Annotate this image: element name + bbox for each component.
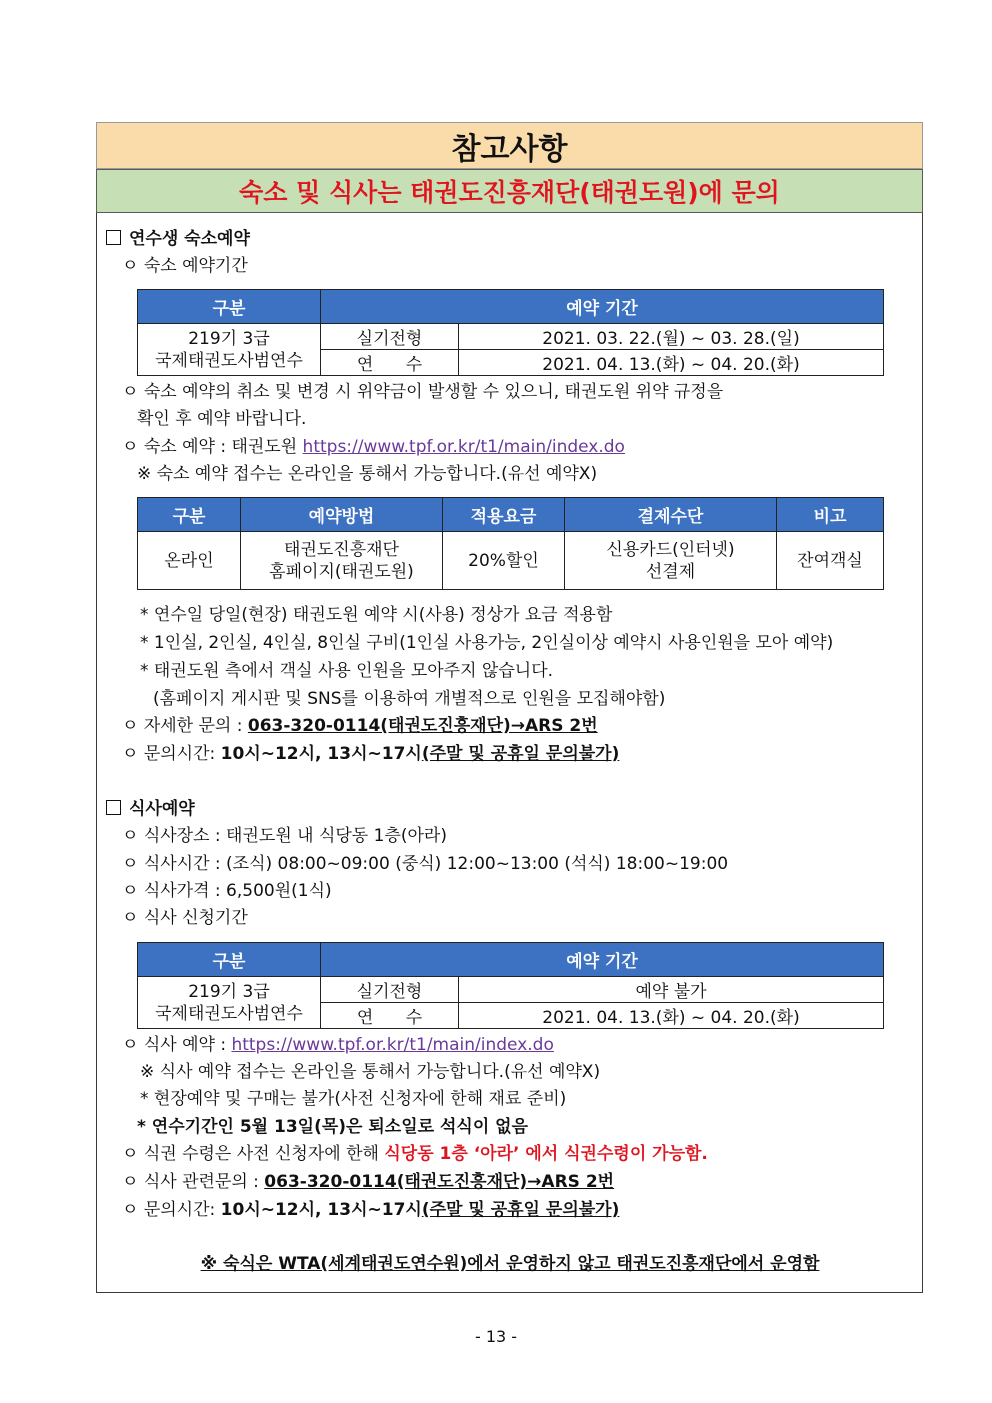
meal-place: ㅇ 식사장소 : 태권도원 내 식당동 1층(아라): [122, 826, 447, 846]
table-cell: 실기전형: [321, 977, 459, 1003]
meal-online-note: ※ 식사 예약 접수는 온라인을 통해서 가능합니다.(유선 예약X): [140, 1062, 601, 1082]
meal-time: ㅇ 식사시간 : (조식) 08:00~09:00 (중식) 12:00~13:00 (석식) 18:00~19:00: [122, 854, 729, 874]
table-cell: 태권도진흥재단 홈페이지(태권도원): [241, 532, 443, 590]
page-number: - 13 -: [474, 1327, 518, 1346]
meal-reserve-line: ㅇ 식사 예약 : https://www.tpf.or.kr/t1/main/index.do: [122, 1035, 554, 1055]
lodging-period-table: [137, 289, 884, 376]
table-cell: 2021. 04. 13.(화) ~ 04. 20.(화): [459, 1003, 884, 1029]
table-cell: 2021. 04. 13.(화) ~ 04. 20.(화): [459, 350, 884, 376]
table-header: 결제수단: [565, 498, 777, 532]
table-cell: 20%할인: [443, 532, 565, 590]
table-cell: 실기전형: [321, 324, 459, 350]
lodging-section-heading: 연수생 숙소예약: [106, 228, 250, 250]
footer-note: ※ 숙식은 WTA(세계태권도연수원)에서 운영하지 않고 태권도진흥재단에서 운영함: [200, 1254, 820, 1274]
table-cell: 2021. 03. 22.(월) ~ 03. 28.(일): [459, 324, 884, 350]
meal-period-label: ㅇ 식사 신청기간: [122, 908, 248, 928]
page-subtitle: 숙소 및 식사는 태권도진흥재단(태권도원)에 문의: [96, 169, 923, 213]
lodging-reserve-link[interactable]: https://www.tpf.or.kr/t1/main/index.do: [302, 437, 625, 457]
lodging-reserve-line: ㅇ 숙소 예약 : 태권도원 https://www.tpf.or.kr/t1/main/index.do: [122, 437, 625, 457]
table-header: 구분: [138, 290, 321, 324]
table-cell: 예약 불가: [459, 977, 884, 1003]
meal-section-heading: 식사예약: [106, 798, 195, 820]
lodging-hours: ㅇ 문의시간: 10시~12시, 13시~17시(주말 및 공휴일 문의불가): [122, 744, 620, 764]
course-cell: 219기 3급 국제태권도사범연수: [138, 977, 321, 1029]
checkbox-square-icon: [106, 800, 121, 815]
table-cell: 연 수: [321, 350, 459, 376]
table-header: 예약 기간: [321, 943, 884, 977]
table-cell: 신용카드(인터넷) 선결제: [565, 532, 777, 590]
meal-contact: ㅇ 식사 관련문의 : 063-320-0114(태권도진흥재단)→ARS 2번: [122, 1172, 615, 1192]
meal-hours: ㅇ 문의시간: 10시~12시, 13시~17시(주말 및 공휴일 문의불가): [122, 1200, 620, 1220]
meal-ticket-line: ㅇ 식권 수령은 사전 신청자에 한해 식당동 1층 ‘아라’ 에서 식권수령이 가능함.: [122, 1144, 708, 1164]
checkbox-square-icon: [106, 230, 121, 245]
meal-price: ㅇ 식사가격 : 6,500원(1식): [122, 881, 332, 901]
lodging-note: (홈페이지 게시판 및 SNS를 이용하여 개별적으로 인원을 모집해야함): [153, 689, 666, 709]
lodging-note: * 연수일 당일(현장) 태권도원 예약 시(사용) 정상가 요금 적용함: [140, 605, 613, 625]
meal-reserve-link[interactable]: https://www.tpf.or.kr/t1/main/index.do: [231, 1035, 554, 1055]
lodging-period-label: ㅇ 숙소 예약기간: [122, 256, 248, 276]
table-header: 구분: [138, 498, 241, 532]
meal-period-table: [137, 942, 884, 1029]
table-header: 예약 기간: [321, 290, 884, 324]
table-cell: 온라인: [138, 532, 241, 590]
cancel-note: ㅇ 숙소 예약의 취소 및 변경 시 위약금이 발생할 수 있으니, 태권도원 위약 규정을: [122, 382, 724, 402]
lodging-online-note: ※ 숙소 예약 접수는 온라인을 통해서 가능합니다.(유선 예약X): [137, 464, 598, 484]
table-header: 구분: [138, 943, 321, 977]
cancel-note-cont: 확인 후 예약 바랍니다.: [137, 409, 307, 429]
page-title: 참고사항: [96, 122, 923, 169]
meal-holiday-note: * 연수기간인 5월 13일(목)은 퇴소일로 석식이 없음: [137, 1117, 529, 1137]
table-header: 적용요금: [443, 498, 565, 532]
table-cell: 연 수: [321, 1003, 459, 1029]
table-cell: 잔여객실: [777, 532, 884, 590]
table-header: 예약방법: [241, 498, 443, 532]
lodging-method-table: [137, 497, 884, 590]
lodging-contact: ㅇ 자세한 문의 : 063-320-0114(태권도진흥재단)→ARS 2번: [122, 716, 598, 736]
lodging-note: * 1인실, 2인실, 4인실, 8인실 구비(1인실 사용가능, 2인실이상 예약시 사용인원을 모아 예약): [140, 633, 834, 653]
course-cell: 219기 3급 국제태권도사범연수: [138, 324, 321, 376]
table-header: 비고: [777, 498, 884, 532]
meal-onsite-note: * 현장예약 및 구매는 불가(사전 신청자에 한해 재료 준비): [140, 1089, 567, 1109]
lodging-note: * 태권도원 측에서 객실 사용 인원을 모아주지 않습니다.: [140, 661, 554, 681]
